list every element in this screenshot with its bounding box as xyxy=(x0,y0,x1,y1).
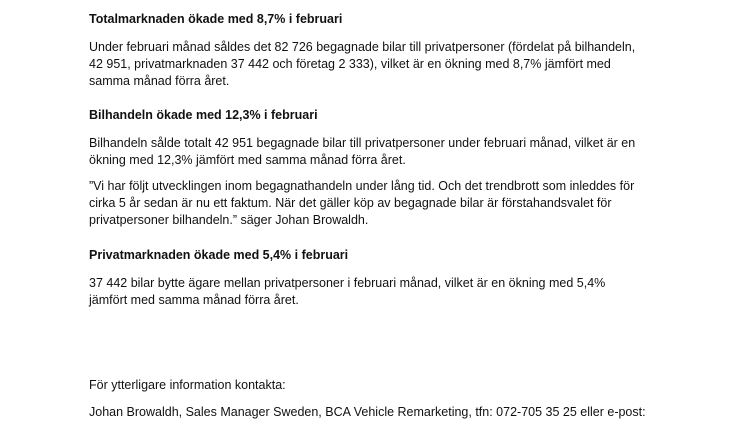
section-heading-private-market: Privatmarknaden ökade med 5,4% i februari xyxy=(89,248,349,262)
paragraph-quote xyxy=(89,178,664,229)
paragraph-line: Under februari månad såldes det 82 726 begagnade bilar till privatpersoner (fördelat på bilhandeln, xyxy=(89,40,636,54)
section-heading-total-market: Totalmarknaden ökade med 8,7% i februari xyxy=(89,12,343,26)
contact-line xyxy=(89,404,664,421)
paragraph-line: För ytterligare information kontakta: xyxy=(89,378,286,392)
paragraph-line: cirka 5 år sedan är nu ett faktum. När det gäller köp av begagnade bilar är förstahandsvalet för xyxy=(89,196,612,210)
paragraph-line: Bilhandeln sålde totalt 42 951 begagnade bilar till privatpersoner under februari månad, vilket är en xyxy=(89,136,636,150)
paragraph-line: 42 951, privatmarknaden 37 442 och företag 2 333), vilket är en ökning med 8,7% jämfört med xyxy=(89,57,611,71)
contact-intro xyxy=(89,377,664,394)
paragraph-line: jämfört med samma månad förra året. xyxy=(89,293,299,307)
paragraph-line: 37 442 bilar bytte ägare mellan privatpersoner i februari månad, vilket är en ökning med 5,4% xyxy=(89,276,606,290)
paragraph-line: samma månad förra året. xyxy=(89,74,230,88)
paragraph-line: ”Vi har följt utvecklingen inom begagnathandeln under lång tid. Och det trendbrott som inleddes för xyxy=(89,179,635,193)
paragraph-private-market xyxy=(89,275,664,309)
paragraph-line: Johan Browaldh, Sales Manager Sweden, BCA Vehicle Remarketing, tfn: 072-705 35 25 eller e-post: xyxy=(89,405,646,419)
section-heading-dealers: Bilhandeln ökade med 12,3% i februari xyxy=(89,108,318,122)
paragraph-line: ökning med 12,3% jämfört med samma månad förra året. xyxy=(89,153,406,167)
paragraph-total-market xyxy=(89,39,664,90)
paragraph-dealers xyxy=(89,135,664,169)
paragraph-line: privatpersoner bilhandeln.” säger Johan Browaldh. xyxy=(89,213,369,227)
